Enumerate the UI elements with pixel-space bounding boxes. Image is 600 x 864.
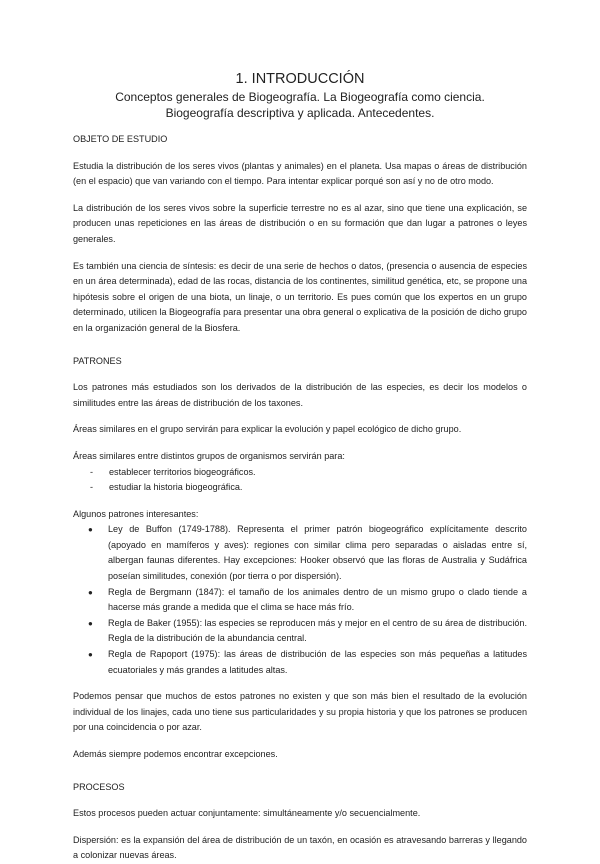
- list-item: [90, 480, 527, 496]
- bullet-icon: ●: [88, 618, 93, 628]
- dash-marker: -: [90, 466, 94, 477]
- list-intro: Algunos patrones interesantes:: [73, 508, 199, 519]
- paragraph: Es también una ciencia de síntesis: es decir de una serie de hechos o datos, (presencia o ausencia de especies en un área determinada), edad de las rocas, distancia de los continentes, similitud genética, etc, se propone una hipótesis sobre el origen de una biota, un linaje, o un territorio. Es pues común que los expertos en un grupo determinado, utilicen la Biogeografía para presentar una obra general o explicativa de la posición de dicho grupo en la organización general de la Biosfera.: [73, 260, 527, 333]
- subtitle-line-2: Biogeografía descriptiva y aplicada. Antecedentes.: [165, 105, 435, 120]
- page-title: 1. INTRODUCCIÓN: [235, 71, 365, 87]
- paragraph: Los patrones más estudiados son los derivados de la distribución de las especies, es decir los modelos o similitudes entre las áreas de distribución de los taxones.: [73, 382, 527, 408]
- list-item-text: estudiar la historia biogeográfica.: [109, 482, 243, 493]
- list-item: [88, 647, 527, 678]
- list-item: [88, 522, 527, 584]
- bullet-icon: ●: [88, 587, 93, 597]
- section-heading-procesos: PROCESOS: [73, 781, 125, 792]
- section-heading-patrones: PATRONES: [73, 355, 122, 366]
- list-item: [90, 465, 527, 481]
- bullet-icon: ●: [88, 525, 93, 535]
- list-item-text: Regla de Baker (1955): las especies se reproducen más y mejor en el centro de su área de distribución. Regla de la distribución de la abundancia central.: [108, 617, 527, 644]
- subtitle-line-1: Conceptos generales de Biogeografía. La Biogeografía como ciencia.: [115, 90, 485, 104]
- list-item-text: establecer territorios biogeográficos.: [109, 466, 256, 477]
- paragraph: Dispersión: es la expansión del área de distribución de un taxón, en ocasión es atravesando barreras y llegando a colonizar nuevas áreas.: [73, 834, 527, 861]
- paragraph: Además siempre podemos encontrar excepciones.: [73, 749, 278, 759]
- list-item-text: Ley de Buffon (1749-1788). Representa el primer patrón biogeográfico explícitamente descrito (apoyado en mamíferos y aves): regiones con similar clima pero separadas o aisladas entre sí, albergan faunas diferentes. Hay excepciones: Hooker observó que las floras de Australia y Sudáfrica poseían similitudes, conexión (por tierra o por dispersión).: [108, 524, 527, 582]
- bullet-icon: ●: [88, 650, 93, 660]
- list-item: [88, 585, 527, 616]
- section-heading-objeto: OBJETO DE ESTUDIO: [73, 134, 168, 144]
- list-item: [88, 616, 527, 647]
- paragraph: Estudia la distribución de los seres vivos (plantas y animales) en el planeta. Usa mapas o áreas de distribución (en el espacio) que van variando con el tiempo. Para intentar explicar porqué son así y no de otro modo.: [73, 160, 527, 187]
- dash-list: [73, 465, 527, 496]
- paragraph: Áreas similares en el grupo servirán para explicar la evolución y papel ecológico de dicho grupo.: [73, 424, 462, 435]
- list-intro: Áreas similares entre distintos grupos de organismos servirán para:: [73, 450, 345, 461]
- dash-marker: -: [90, 482, 94, 493]
- list-item-text: Regla de Bergmann (1847): el tamaño de los animales dentro de un mismo grupo o clado tiende a hacerse más grande a medida que el clima se hace más frío.: [108, 586, 527, 613]
- paragraph: Podemos pensar que muchos de estos patrones no existen y que son más bien el resultado de la evolución individual de los linajes, cada uno tiene sus particularidades y su propia historia y que los patrones se producen por una coincidencia o por azar.: [73, 691, 527, 733]
- paragraph: La distribución de los seres vivos sobre la superficie terrestre no es al azar, sino que tiene una explicación, se producen unas repeticiones en las áreas de distribución o en su formación que dan lugar a patrones o leyes generales.: [73, 202, 527, 244]
- paragraph: Estos procesos pueden actuar conjuntamente: simultáneamente y/o secuencialmente.: [73, 808, 421, 819]
- bullet-list: [73, 522, 527, 678]
- list-item-text: Regla de Rapoport (1975): las áreas de distribución de las especies son más pequeñas a latitudes ecuatoriales y más grandes a latitudes altas.: [108, 649, 527, 675]
